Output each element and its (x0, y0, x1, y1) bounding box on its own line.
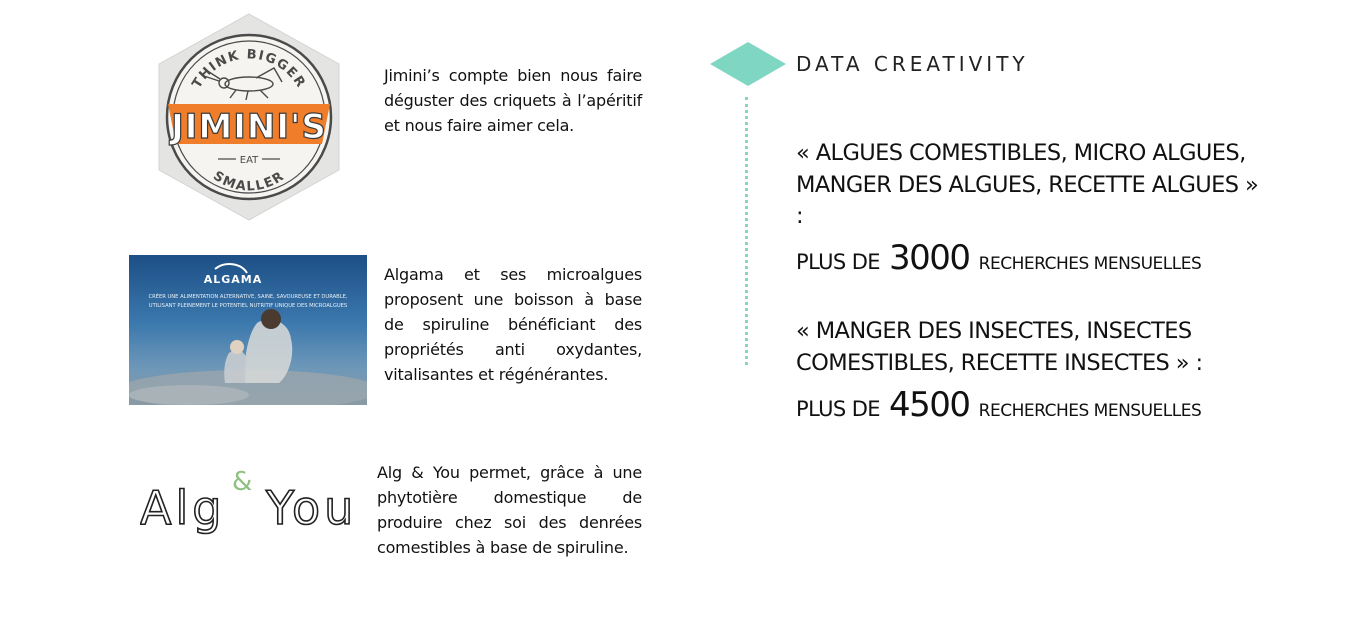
stat-count: 4500 (889, 385, 970, 425)
algama-tagline: CRÉER UNE ALIMENTATION ALTERNATIVE, SAINE, SAVOUREUSE ET DURABLE, UTILISANT PLEINEMENT LE POTENTIEL NUTRITIF UNIQUE DES MICROALGUES (148, 294, 348, 309)
stat-count: 3000 (889, 238, 970, 278)
diamond-marker-icon (710, 42, 786, 86)
jiminis-logo (156, 12, 342, 222)
jiminis-middle-text: EAT (239, 155, 259, 166)
alg-you-logo (140, 460, 362, 544)
stat-prefix: PLUS DE (796, 250, 880, 274)
jiminis-top-text: THINK BIGGER (189, 47, 309, 92)
query-keywords-algae: « ALGUES COMESTIBLES, MICRO ALGUES, MANGER DES ALGUES, RECETTE ALGUES » : (796, 140, 1259, 229)
algama-brand-name: ALGAMA (203, 273, 263, 286)
stat-prefix: PLUS DE (796, 397, 880, 421)
search-stat-algae (796, 238, 1201, 278)
alg-you-description: Alg & You permet, grâce à une phytotière domestique de produire chez soi des denrées comestibles à base de spiruline. (377, 463, 642, 557)
jiminis-description: Jimini’s compte bien nous faire déguster des criquets à l’apéritif et nous faire aimer cela. (384, 66, 642, 135)
alg-you-left-word: Alg (140, 481, 226, 535)
query-keywords-insects: « MANGER DES INSECTES, INSECTES COMESTIBLES, RECETTE INSECTES » : (796, 318, 1203, 376)
jiminis-bottom-text: SMALLER (210, 168, 288, 195)
search-stat-insects (796, 385, 1201, 425)
section-title: DATA CREATIVITY (796, 52, 1029, 76)
stat-suffix: RECHERCHES MENSUELLES (978, 401, 1202, 421)
stat-suffix: RECHERCHES MENSUELLES (978, 254, 1202, 274)
algama-description: Algama et ses microalgues proposent une boisson à base de spiruline bénéficiant des propriétés anti oxydantes, vitalisantes et régénérantes. (384, 265, 642, 384)
jiminis-main-text: JIMINI'S (171, 107, 327, 147)
timeline-divider (745, 97, 749, 365)
algama-image (129, 255, 367, 405)
alg-you-ampersand: & (232, 467, 253, 497)
alg-you-right-word: You (266, 481, 358, 535)
